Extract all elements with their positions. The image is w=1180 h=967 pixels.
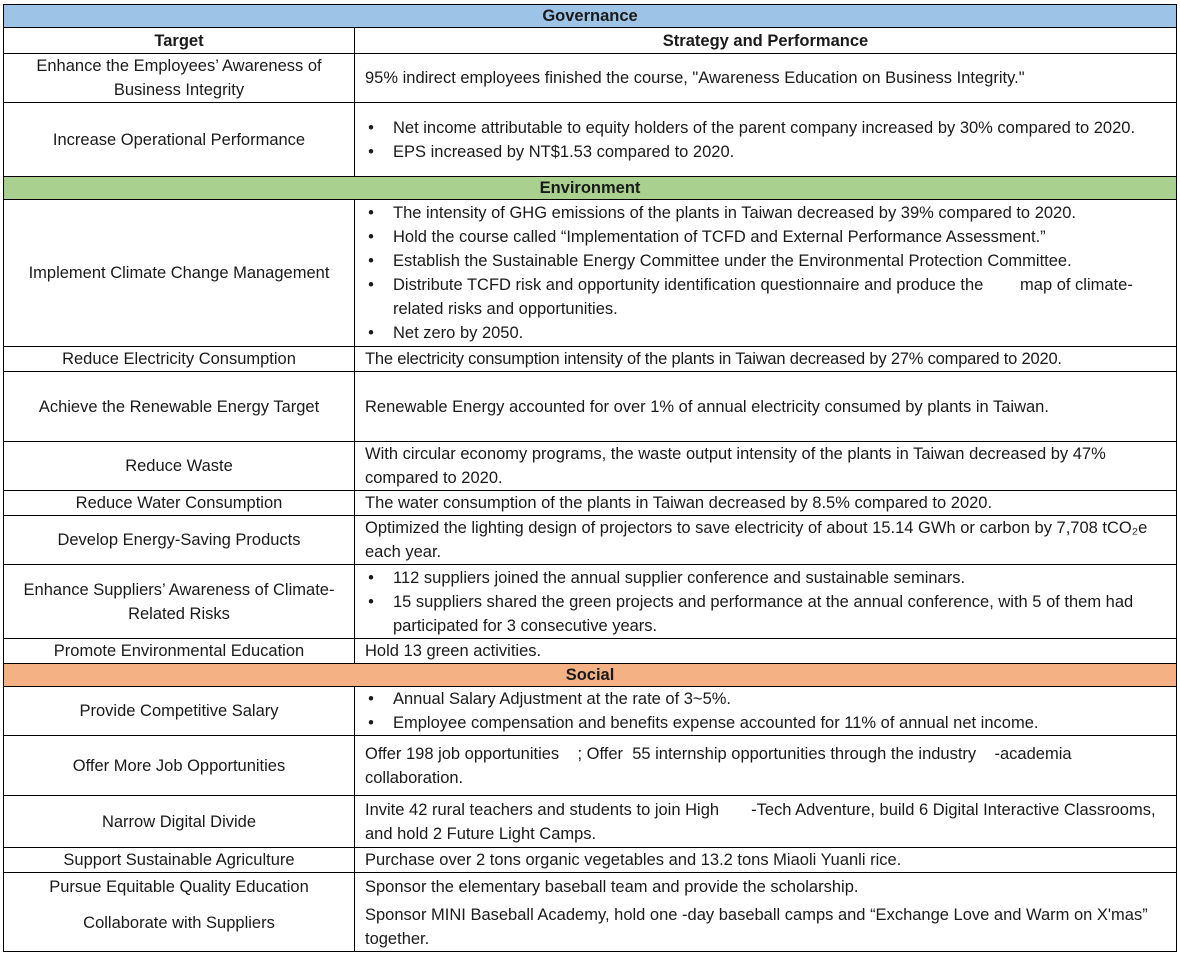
table-row — [4, 516, 1177, 565]
target-cell: Reduce Electricity Consumption — [4, 347, 355, 372]
table-row — [4, 565, 1177, 639]
bullet-icon: • — [368, 252, 374, 270]
performance-cell — [355, 873, 1177, 952]
table-row — [4, 736, 1177, 796]
table-row — [4, 873, 1177, 952]
performance-cell: Offer 198 job opportunities ; Offer 55 internship opportunities through the industry -academia collaboration. — [355, 736, 1177, 796]
target-cell: Provide Competitive Salary — [4, 687, 355, 736]
performance-cell — [355, 565, 1177, 639]
performance-text: Sponsor MINI Baseball Academy, hold one -day baseball camps and “Exchange Love and Warm on X'mas” together. — [365, 906, 1148, 948]
target-collaborate-suppliers: Collaborate with Suppliers — [83, 914, 275, 932]
performance-cell: The electricity consumption intensity of the plants in Taiwan decreased by 27% compared to 2020. — [355, 347, 1177, 372]
list-item: • EPS increased by NT$1.53 compared to 2020. — [365, 140, 1166, 164]
bullet-icon: • — [368, 228, 374, 246]
list-item: • Annual Salary Adjustment at the rate of 3~5%. — [365, 687, 1166, 711]
performance-cell: Invite 42 rural teachers and students to join High -Tech Adventure, build 6 Digital Interactive Classrooms, and hold 2 Future Light Camps. — [355, 796, 1177, 848]
table-row — [4, 103, 1177, 177]
list-item: • Employee compensation and benefits expense accounted for 11% of annual net income. — [365, 711, 1166, 735]
table-row — [4, 491, 1177, 516]
table-row — [4, 687, 1177, 736]
goals-table-container — [3, 4, 1176, 952]
table-row — [4, 372, 1177, 442]
section-title-environment: Environment — [4, 177, 1177, 200]
list-item: • 112 suppliers joined the annual supplier conference and sustainable seminars. — [365, 566, 1166, 590]
column-header-target: Target — [4, 28, 355, 54]
target-cell: Narrow Digital Divide — [4, 796, 355, 848]
table-row — [4, 347, 1177, 372]
performance-cell — [355, 103, 1177, 177]
goals-table — [3, 4, 1177, 952]
target-cell: Develop Energy-Saving Products — [4, 516, 355, 565]
list-item: • Distribute TCFD risk and opportunity identification questionnaire and produce the map of climate-related risks and opportunities. — [365, 273, 1166, 321]
table-row — [4, 200, 1177, 347]
bullet-list — [365, 687, 1166, 735]
section-social — [4, 664, 1177, 687]
performance-cell — [355, 687, 1177, 736]
column-header-strategy: Strategy and Performance — [355, 28, 1177, 54]
bullet-icon: • — [368, 118, 374, 137]
target-cell: Reduce Waste — [4, 442, 355, 491]
performance-cell: The water consumption of the plants in Taiwan decreased by 8.5% compared to 2020. — [355, 491, 1177, 516]
list-item: • Establish the Sustainable Energy Committee under the Environmental Protection Committee. — [365, 249, 1166, 273]
bullet-icon: • — [368, 568, 374, 587]
performance-cell: Purchase over 2 tons organic vegetables and 13.2 tons Miaoli Yuanli rice. — [355, 848, 1177, 873]
list-item: • 15 suppliers shared the green projects and performance at the annual conference, with 5 of them had participated for 3 consecutive years. — [365, 590, 1166, 638]
performance-cell: 95% indirect employees finished the course, "Awareness Education on Business Integrity." — [355, 54, 1177, 103]
table-row — [4, 639, 1177, 664]
bullet-icon: • — [368, 204, 374, 222]
table-row — [4, 796, 1177, 848]
list-item: • Net zero by 2050. — [365, 321, 1166, 345]
section-environment — [4, 177, 1177, 200]
section-title-social: Social — [4, 664, 1177, 687]
bullet-list — [365, 116, 1166, 164]
target-cell — [4, 873, 355, 952]
target-cell: Reduce Water Consumption — [4, 491, 355, 516]
bullet-icon: • — [368, 714, 374, 732]
target-pursue-education: Pursue Equitable Quality Education — [49, 878, 309, 896]
list-item: • Net income attributable to equity holders of the parent company increased by 30% compared to 2020. — [365, 116, 1166, 140]
list-item: • The intensity of GHG emissions of the plants in Taiwan decreased by 39% compared to 2020. — [365, 201, 1166, 225]
bullet-list — [365, 201, 1166, 345]
bullet-icon: • — [368, 690, 374, 708]
performance-text: Sponsor the elementary baseball team and provide the scholarship. — [365, 878, 859, 896]
bullet-icon: • — [368, 276, 374, 294]
bullet-list — [365, 566, 1166, 638]
target-cell: Offer More Job Opportunities — [4, 736, 355, 796]
target-cell: Achieve the Renewable Energy Target — [4, 372, 355, 442]
performance-cell — [355, 200, 1177, 347]
bullet-icon: • — [368, 142, 374, 161]
target-cell: Implement Climate Change Management — [4, 200, 355, 347]
performance-cell: Hold 13 green activities. — [355, 639, 1177, 664]
target-cell: Promote Environmental Education — [4, 639, 355, 664]
performance-cell: Optimized the lighting design of projectors to save electricity of about 15.14 GWh or carbon by 7,708 tCO₂e each year. — [355, 516, 1177, 565]
performance-cell: Renewable Energy accounted for over 1% of annual electricity consumed by plants in Taiwan. — [355, 372, 1177, 442]
performance-cell: With circular economy programs, the waste output intensity of the plants in Taiwan decreased by 47% compared to 2020. — [355, 442, 1177, 491]
section-title-governance: Governance — [4, 5, 1177, 28]
table-row — [4, 442, 1177, 491]
table-row — [4, 54, 1177, 103]
table-row — [4, 848, 1177, 873]
bullet-icon: • — [368, 324, 374, 342]
target-cell: Enhance Suppliers’ Awareness of Climate-Related Risks — [4, 565, 355, 639]
column-header-row — [4, 28, 1177, 54]
list-item: • Hold the course called “Implementation of TCFD and External Performance Assessment.” — [365, 225, 1166, 249]
target-cell: Support Sustainable Agriculture — [4, 848, 355, 873]
bullet-icon: • — [368, 592, 374, 611]
target-cell: Increase Operational Performance — [4, 103, 355, 177]
target-cell: Enhance the Employees’ Awareness of Business Integrity — [4, 54, 355, 103]
section-governance — [4, 5, 1177, 28]
